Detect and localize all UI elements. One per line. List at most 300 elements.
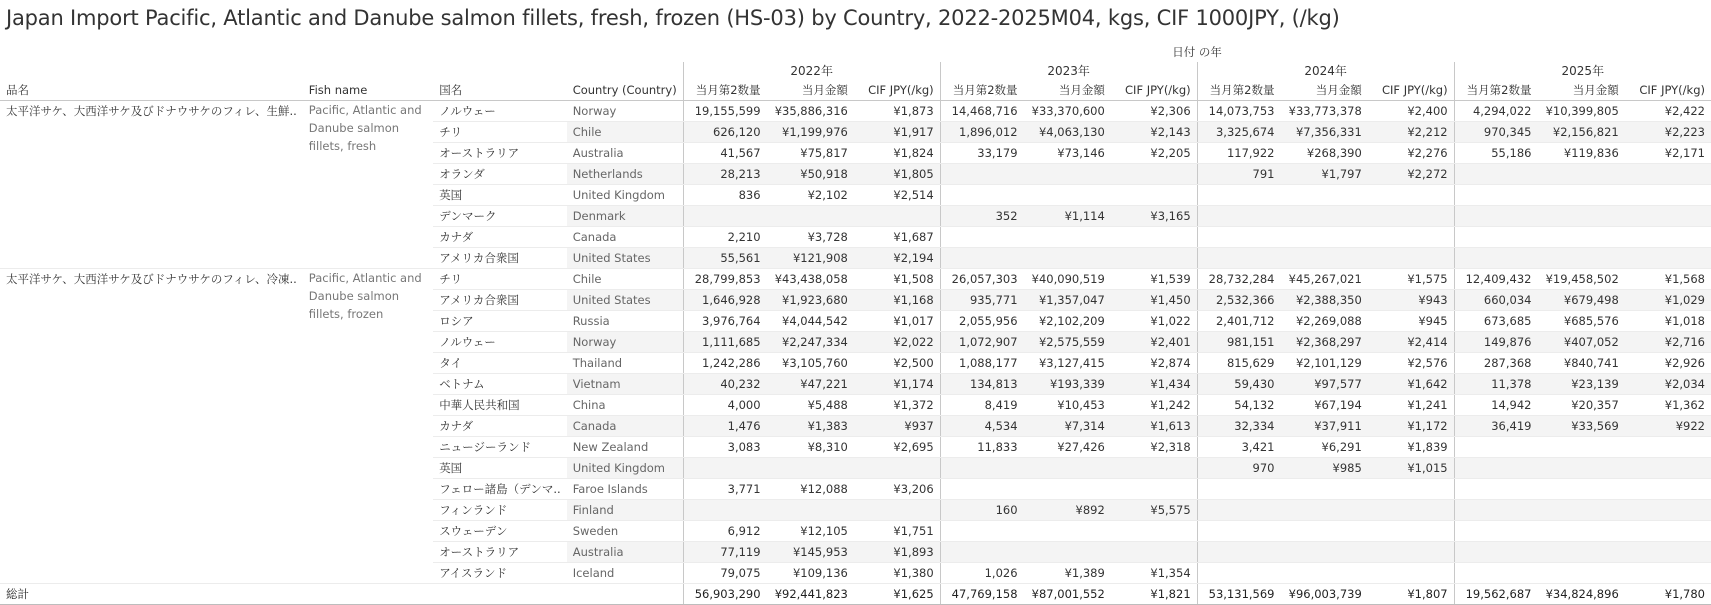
value-cell: ¥922 xyxy=(1625,416,1711,437)
total-value-cell: ¥92,441,823 xyxy=(767,584,854,605)
value-cell: 1,026 xyxy=(940,563,1023,584)
year-header: 2022年 xyxy=(683,62,940,80)
value-cell xyxy=(1625,521,1711,542)
value-cell: ¥2,388,350 xyxy=(1281,290,1368,311)
value-cell xyxy=(1024,164,1111,185)
country-jp-cell: アイスランド xyxy=(433,563,567,584)
value-cell: 55,561 xyxy=(683,248,766,269)
value-cell xyxy=(1537,521,1624,542)
measure-header: 当月第2数量 xyxy=(683,80,766,101)
value-cell: ¥193,339 xyxy=(1024,374,1111,395)
value-cell: 14,942 xyxy=(1454,395,1537,416)
value-cell: ¥1,029 xyxy=(1625,290,1711,311)
value-cell xyxy=(1368,227,1454,248)
value-cell: 11,378 xyxy=(1454,374,1537,395)
value-cell: ¥8,310 xyxy=(767,437,854,458)
value-cell xyxy=(1111,227,1197,248)
value-cell xyxy=(940,227,1023,248)
value-cell: ¥2,223 xyxy=(1625,122,1711,143)
value-cell xyxy=(1024,521,1111,542)
value-cell xyxy=(1281,542,1368,563)
value-cell xyxy=(1111,248,1197,269)
value-cell: ¥1,434 xyxy=(1111,374,1197,395)
year-header: 2024年 xyxy=(1197,62,1454,80)
value-cell xyxy=(1625,563,1711,584)
value-cell: ¥2,695 xyxy=(854,437,940,458)
value-cell xyxy=(1111,542,1197,563)
value-cell: ¥2,143 xyxy=(1111,122,1197,143)
measure-header: 当月第2数量 xyxy=(1197,80,1280,101)
value-cell xyxy=(1197,206,1280,227)
value-cell: ¥1,357,047 xyxy=(1024,290,1111,311)
value-cell: 32,334 xyxy=(1197,416,1280,437)
value-cell: ¥35,886,316 xyxy=(767,101,854,122)
value-cell xyxy=(1454,479,1537,500)
value-cell xyxy=(1281,563,1368,584)
value-cell: 1,111,685 xyxy=(683,332,766,353)
value-cell: ¥1,568 xyxy=(1625,269,1711,290)
value-cell xyxy=(1197,563,1280,584)
value-cell: ¥1,642 xyxy=(1368,374,1454,395)
value-cell: ¥12,088 xyxy=(767,479,854,500)
value-cell: ¥47,221 xyxy=(767,374,854,395)
value-cell: ¥10,453 xyxy=(1024,395,1111,416)
value-cell: ¥1,172 xyxy=(1368,416,1454,437)
country-jp-cell: ノルウェー xyxy=(433,101,567,122)
country-jp-cell: デンマーク xyxy=(433,206,567,227)
value-cell xyxy=(1368,542,1454,563)
value-cell: ¥3,127,415 xyxy=(1024,353,1111,374)
country-en-cell: New Zealand xyxy=(567,437,684,458)
value-cell: ¥2,576 xyxy=(1368,353,1454,374)
column-group-label: 日付 の年 xyxy=(1172,45,1222,59)
value-cell: 970 xyxy=(1197,458,1280,479)
value-cell xyxy=(1197,185,1280,206)
value-cell: 815,629 xyxy=(1197,353,1280,374)
country-jp-cell: カナダ xyxy=(433,227,567,248)
value-cell: 33,179 xyxy=(940,143,1023,164)
value-cell: 626,120 xyxy=(683,122,766,143)
value-cell: 3,976,764 xyxy=(683,311,766,332)
value-cell: 12,409,432 xyxy=(1454,269,1537,290)
value-cell: ¥40,090,519 xyxy=(1024,269,1111,290)
value-cell: ¥2,022 xyxy=(854,332,940,353)
value-cell: ¥2,212 xyxy=(1368,122,1454,143)
value-cell xyxy=(1281,521,1368,542)
value-cell: ¥119,836 xyxy=(1537,143,1624,164)
value-cell: ¥1,017 xyxy=(854,311,940,332)
value-cell: ¥407,052 xyxy=(1537,332,1624,353)
total-value-cell: ¥34,824,896 xyxy=(1537,584,1624,605)
value-cell: ¥1,917 xyxy=(854,122,940,143)
value-cell: 2,055,956 xyxy=(940,311,1023,332)
value-cell: 970,345 xyxy=(1454,122,1537,143)
country-en-cell: Russia xyxy=(567,311,684,332)
value-cell xyxy=(1111,185,1197,206)
total-value-cell: ¥1,807 xyxy=(1368,584,1454,605)
value-cell: ¥4,063,130 xyxy=(1024,122,1111,143)
value-cell: 4,000 xyxy=(683,395,766,416)
value-cell xyxy=(1368,521,1454,542)
value-cell: 673,685 xyxy=(1454,311,1537,332)
measure-header: CIF JPY(/kg) xyxy=(1111,80,1197,101)
value-cell: ¥2,102 xyxy=(767,185,854,206)
value-cell: ¥2,034 xyxy=(1625,374,1711,395)
value-cell xyxy=(1281,248,1368,269)
country-jp-cell: フェロー諸島（デンマ.. xyxy=(433,479,567,500)
country-jp-cell: ノルウェー xyxy=(433,332,567,353)
value-cell: ¥1,839 xyxy=(1368,437,1454,458)
value-cell: 149,876 xyxy=(1454,332,1537,353)
value-cell: 935,771 xyxy=(940,290,1023,311)
country-en-cell: Netherlands xyxy=(567,164,684,185)
country-en-cell: United States xyxy=(567,248,684,269)
total-value-cell: ¥1,625 xyxy=(854,584,940,605)
value-cell: 134,813 xyxy=(940,374,1023,395)
value-cell: 2,401,712 xyxy=(1197,311,1280,332)
value-cell xyxy=(854,458,940,479)
value-cell: 6,912 xyxy=(683,521,766,542)
value-cell: ¥985 xyxy=(1281,458,1368,479)
value-cell: ¥43,438,058 xyxy=(767,269,854,290)
value-cell: ¥3,206 xyxy=(854,479,940,500)
value-cell: ¥2,422 xyxy=(1625,101,1711,122)
value-cell xyxy=(1625,164,1711,185)
value-cell xyxy=(1197,479,1280,500)
value-cell xyxy=(1454,206,1537,227)
value-cell xyxy=(1537,458,1624,479)
value-cell: ¥97,577 xyxy=(1281,374,1368,395)
total-value-cell: ¥96,003,739 xyxy=(1281,584,1368,605)
value-cell: ¥1,354 xyxy=(1111,563,1197,584)
value-cell xyxy=(1197,542,1280,563)
value-cell xyxy=(1024,248,1111,269)
value-cell: ¥1,389 xyxy=(1024,563,1111,584)
value-cell xyxy=(1537,563,1624,584)
total-value-cell: ¥1,821 xyxy=(1111,584,1197,605)
value-cell: 1,476 xyxy=(683,416,766,437)
value-cell xyxy=(940,542,1023,563)
value-cell: ¥268,390 xyxy=(1281,143,1368,164)
value-cell: 660,034 xyxy=(1454,290,1537,311)
value-cell xyxy=(767,500,854,521)
value-cell: ¥5,575 xyxy=(1111,500,1197,521)
country-en-cell: Chile xyxy=(567,122,684,143)
value-cell: ¥10,399,805 xyxy=(1537,101,1624,122)
country-jp-cell: アメリカ合衆国 xyxy=(433,248,567,269)
value-cell: 1,242,286 xyxy=(683,353,766,374)
value-cell: ¥1,824 xyxy=(854,143,940,164)
value-cell xyxy=(1537,227,1624,248)
value-cell: ¥1,893 xyxy=(854,542,940,563)
value-cell xyxy=(767,458,854,479)
value-cell xyxy=(1625,248,1711,269)
value-cell: ¥2,874 xyxy=(1111,353,1197,374)
value-cell: 36,419 xyxy=(1454,416,1537,437)
value-cell xyxy=(1625,458,1711,479)
value-cell: ¥2,500 xyxy=(854,353,940,374)
value-cell: ¥2,101,129 xyxy=(1281,353,1368,374)
country-en-cell: Australia xyxy=(567,143,684,164)
country-en-cell: Norway xyxy=(567,101,684,122)
value-cell: ¥892 xyxy=(1024,500,1111,521)
value-cell: ¥1,241 xyxy=(1368,395,1454,416)
value-cell: 791 xyxy=(1197,164,1280,185)
value-cell: ¥1,751 xyxy=(854,521,940,542)
value-cell xyxy=(1111,458,1197,479)
country-jp-cell: ロシア xyxy=(433,311,567,332)
value-cell: ¥1,383 xyxy=(767,416,854,437)
value-cell: ¥2,156,821 xyxy=(1537,122,1624,143)
value-cell xyxy=(854,500,940,521)
country-jp-cell: ベトナム xyxy=(433,374,567,395)
value-cell xyxy=(1197,521,1280,542)
country-en-cell: Chile xyxy=(567,269,684,290)
value-cell: ¥2,306 xyxy=(1111,101,1197,122)
year-header: 2025年 xyxy=(1454,62,1711,80)
value-cell xyxy=(1368,563,1454,584)
value-cell: 836 xyxy=(683,185,766,206)
value-cell: 19,155,599 xyxy=(683,101,766,122)
value-cell: 117,922 xyxy=(1197,143,1280,164)
value-cell: 28,213 xyxy=(683,164,766,185)
value-cell: ¥1,380 xyxy=(854,563,940,584)
total-value-cell: 19,562,687 xyxy=(1454,584,1537,605)
value-cell xyxy=(940,458,1023,479)
category-cell: 太平洋サケ、大西洋サケ及びドナウサケのフィレ、生鮮.. xyxy=(0,101,303,269)
total-value-cell: 53,131,569 xyxy=(1197,584,1280,605)
value-cell: 11,833 xyxy=(940,437,1023,458)
value-cell xyxy=(1111,164,1197,185)
country-jp-cell: 中華人民共和国 xyxy=(433,395,567,416)
value-cell: ¥2,247,334 xyxy=(767,332,854,353)
value-cell: ¥7,356,331 xyxy=(1281,122,1368,143)
value-cell: 3,083 xyxy=(683,437,766,458)
country-jp-cell: フィンランド xyxy=(433,500,567,521)
value-cell: 40,232 xyxy=(683,374,766,395)
value-cell: 160 xyxy=(940,500,1023,521)
country-jp-cell: オランダ xyxy=(433,164,567,185)
value-cell: ¥840,741 xyxy=(1537,353,1624,374)
value-cell: 1,088,177 xyxy=(940,353,1023,374)
measure-header: 当月第2数量 xyxy=(940,80,1023,101)
value-cell xyxy=(1454,458,1537,479)
value-cell: ¥33,569 xyxy=(1537,416,1624,437)
value-cell xyxy=(1368,185,1454,206)
value-cell xyxy=(1625,500,1711,521)
value-cell xyxy=(1111,521,1197,542)
value-cell xyxy=(1281,185,1368,206)
value-cell: ¥19,458,502 xyxy=(1537,269,1624,290)
value-cell: 54,132 xyxy=(1197,395,1280,416)
country-jp-cell: 英国 xyxy=(433,185,567,206)
value-cell xyxy=(940,164,1023,185)
country-en-cell: United Kingdom xyxy=(567,185,684,206)
value-cell: ¥2,205 xyxy=(1111,143,1197,164)
value-cell: 1,896,012 xyxy=(940,122,1023,143)
value-cell xyxy=(1537,500,1624,521)
value-cell: 79,075 xyxy=(683,563,766,584)
value-cell: 4,534 xyxy=(940,416,1023,437)
value-cell xyxy=(940,479,1023,500)
measure-header: 当月金額 xyxy=(1024,80,1111,101)
value-cell: ¥1,797 xyxy=(1281,164,1368,185)
value-cell: ¥73,146 xyxy=(1024,143,1111,164)
value-cell: ¥2,318 xyxy=(1111,437,1197,458)
value-cell: ¥2,716 xyxy=(1625,332,1711,353)
value-cell xyxy=(1197,500,1280,521)
header-hinmei: 品名 xyxy=(0,80,303,101)
measure-header: 当月金額 xyxy=(1281,80,1368,101)
value-cell xyxy=(1537,185,1624,206)
value-cell: ¥67,194 xyxy=(1281,395,1368,416)
value-cell: ¥1,168 xyxy=(854,290,940,311)
category-cell: 太平洋サケ、大西洋サケ及びドナウサケのフィレ、冷凍.. xyxy=(0,269,303,584)
value-cell: ¥1,575 xyxy=(1368,269,1454,290)
country-jp-cell: 英国 xyxy=(433,458,567,479)
crosstab-table xyxy=(0,42,1711,605)
measure-header: 当月金額 xyxy=(767,80,854,101)
value-cell: ¥33,773,378 xyxy=(1281,101,1368,122)
value-cell xyxy=(1024,185,1111,206)
value-cell: ¥50,918 xyxy=(767,164,854,185)
value-cell xyxy=(1454,185,1537,206)
total-value-cell: ¥87,001,552 xyxy=(1024,584,1111,605)
value-cell: ¥1,450 xyxy=(1111,290,1197,311)
country-en-cell: United States xyxy=(567,290,684,311)
total-value-cell: ¥1,780 xyxy=(1625,584,1711,605)
value-cell: ¥23,139 xyxy=(1537,374,1624,395)
value-cell: 77,119 xyxy=(683,542,766,563)
value-cell xyxy=(683,458,766,479)
value-cell: 4,294,022 xyxy=(1454,101,1537,122)
value-cell xyxy=(1625,542,1711,563)
value-cell: 352 xyxy=(940,206,1023,227)
value-cell xyxy=(1454,164,1537,185)
country-jp-cell: チリ xyxy=(433,122,567,143)
value-cell: ¥2,401 xyxy=(1111,332,1197,353)
value-cell xyxy=(1537,479,1624,500)
value-cell: ¥5,488 xyxy=(767,395,854,416)
value-cell: ¥2,514 xyxy=(854,185,940,206)
value-cell: 981,151 xyxy=(1197,332,1280,353)
country-en-cell: Thailand xyxy=(567,353,684,374)
value-cell xyxy=(1625,479,1711,500)
value-cell: ¥109,136 xyxy=(767,563,854,584)
value-cell: ¥1,199,976 xyxy=(767,122,854,143)
country-en-cell: Denmark xyxy=(567,206,684,227)
value-cell: 1,646,928 xyxy=(683,290,766,311)
value-cell xyxy=(1368,479,1454,500)
country-jp-cell: カナダ xyxy=(433,416,567,437)
country-en-cell: Norway xyxy=(567,332,684,353)
value-cell: 3,325,674 xyxy=(1197,122,1280,143)
measure-header: 当月金額 xyxy=(1537,80,1624,101)
value-cell: ¥1,022 xyxy=(1111,311,1197,332)
header-country: Country (Country) xyxy=(567,80,684,101)
value-cell xyxy=(854,206,940,227)
value-cell: ¥1,114 xyxy=(1024,206,1111,227)
page-title: Japan Import Pacific, Atlantic and Danube salmon fillets, fresh, frozen (HS-03) by Country, 2022-2025M04, kgs, CIF 1000JPY, (/kg) xyxy=(6,6,1340,30)
value-cell: ¥2,269,088 xyxy=(1281,311,1368,332)
value-cell xyxy=(1024,458,1111,479)
country-en-cell: Australia xyxy=(567,542,684,563)
value-cell xyxy=(1024,227,1111,248)
country-en-cell: Faroe Islands xyxy=(567,479,684,500)
country-en-cell: China xyxy=(567,395,684,416)
value-cell: ¥3,728 xyxy=(767,227,854,248)
value-cell: ¥3,105,760 xyxy=(767,353,854,374)
value-cell: ¥1,613 xyxy=(1111,416,1197,437)
value-cell xyxy=(1454,437,1537,458)
value-cell xyxy=(1281,500,1368,521)
value-cell xyxy=(1368,206,1454,227)
value-cell: ¥685,576 xyxy=(1537,311,1624,332)
value-cell: ¥37,911 xyxy=(1281,416,1368,437)
value-cell: ¥2,276 xyxy=(1368,143,1454,164)
value-cell: ¥145,953 xyxy=(767,542,854,563)
header-fish-name: Fish name xyxy=(303,80,433,101)
country-en-cell: Finland xyxy=(567,500,684,521)
value-cell: ¥12,105 xyxy=(767,521,854,542)
country-jp-cell: スウェーデン xyxy=(433,521,567,542)
value-cell: ¥3,165 xyxy=(1111,206,1197,227)
value-cell xyxy=(1281,479,1368,500)
measure-header: CIF JPY(/kg) xyxy=(1368,80,1454,101)
value-cell: ¥27,426 xyxy=(1024,437,1111,458)
value-cell: ¥943 xyxy=(1368,290,1454,311)
value-cell: ¥1,539 xyxy=(1111,269,1197,290)
value-cell: 2,532,366 xyxy=(1197,290,1280,311)
measure-header: CIF JPY(/kg) xyxy=(854,80,940,101)
measure-header: 当月第2数量 xyxy=(1454,80,1537,101)
value-cell: ¥20,357 xyxy=(1537,395,1624,416)
fish-name-cell: Pacific, Atlantic and Danube salmon fillets, frozen xyxy=(303,269,433,584)
country-en-cell: Vietnam xyxy=(567,374,684,395)
country-en-cell: Iceland xyxy=(567,563,684,584)
value-cell xyxy=(683,500,766,521)
value-cell xyxy=(1197,227,1280,248)
year-header: 2023年 xyxy=(940,62,1197,80)
fish-name-cell: Pacific, Atlantic and Danube salmon fillets, fresh xyxy=(303,101,433,269)
value-cell xyxy=(1454,542,1537,563)
value-cell: ¥2,171 xyxy=(1625,143,1711,164)
value-cell xyxy=(1537,164,1624,185)
value-cell xyxy=(1625,437,1711,458)
value-cell xyxy=(1111,479,1197,500)
value-cell: ¥1,805 xyxy=(854,164,940,185)
value-cell: ¥1,873 xyxy=(854,101,940,122)
value-cell: 14,468,716 xyxy=(940,101,1023,122)
value-cell xyxy=(1454,563,1537,584)
value-cell: ¥1,174 xyxy=(854,374,940,395)
value-cell xyxy=(940,521,1023,542)
country-jp-cell: タイ xyxy=(433,353,567,374)
country-jp-cell: オーストラリア xyxy=(433,143,567,164)
value-cell xyxy=(1537,206,1624,227)
country-en-cell: United Kingdom xyxy=(567,458,684,479)
value-cell: ¥2,194 xyxy=(854,248,940,269)
country-jp-cell: チリ xyxy=(433,269,567,290)
value-cell: ¥75,817 xyxy=(767,143,854,164)
value-cell: ¥121,908 xyxy=(767,248,854,269)
value-cell: ¥945 xyxy=(1368,311,1454,332)
value-cell xyxy=(1625,206,1711,227)
value-cell xyxy=(683,206,766,227)
value-cell xyxy=(1281,206,1368,227)
value-cell: ¥2,575,559 xyxy=(1024,332,1111,353)
value-cell: ¥33,370,600 xyxy=(1024,101,1111,122)
